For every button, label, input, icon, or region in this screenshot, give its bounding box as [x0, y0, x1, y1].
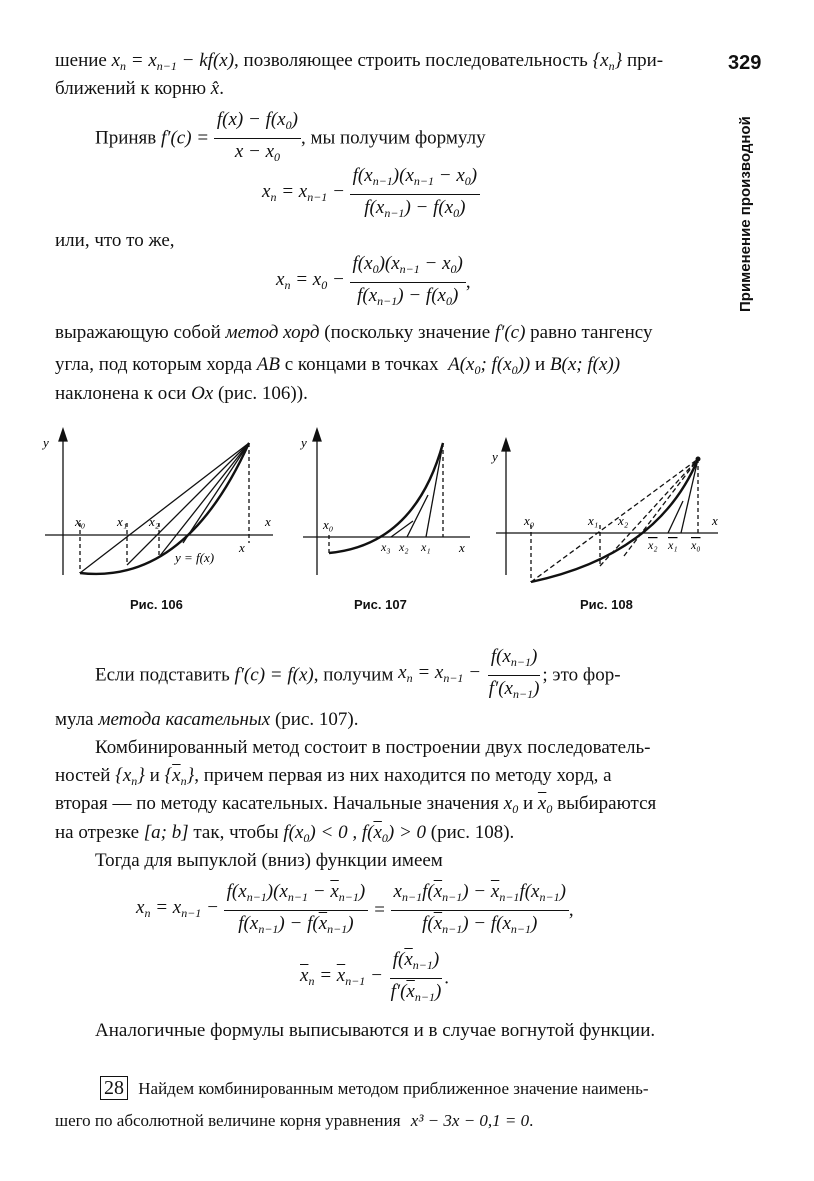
- paragraph-line: угла, под которым хорда AB с концами в точках $A(x_0$; $f(x_0)$) и B(x; f(x)): [55, 354, 621, 377]
- figure-107: [295, 425, 480, 585]
- page-number: 329: [728, 52, 762, 74]
- chord: [531, 459, 698, 582]
- label-xbar0: x₀: [691, 538, 701, 552]
- formula-combined-2: $\overline{x}_n = \overline{x}_{n-1}$ − $\frac{f(\overline{x}_{n-1})}{f'(\overline{x}_{n-1})}$ .: [300, 949, 450, 1004]
- axis-label-x: x: [265, 514, 271, 529]
- y-axis-arrow: [313, 429, 321, 441]
- curve-label: y = f(x): [175, 550, 215, 565]
- axis-label-x-2: x: [239, 540, 245, 555]
- paragraph-line: Тогда для выпуклой (вниз) функции имеем: [95, 850, 443, 871]
- label-x2: x₂: [618, 513, 629, 528]
- paragraph-line: или, что то же,: [55, 230, 175, 251]
- formula-chord-method-2: $x_n = x_0$ − $\frac{f(x_0)(x_{n-1} - x_0)}{f(x_{n-1}) - f(x_0)}$ ,: [276, 253, 471, 308]
- term-tangent-method: метода касательных: [98, 709, 271, 730]
- paragraph-line: выражающую собой метод хорд (поскольку значение f′(c) равно тангенсу: [55, 322, 653, 343]
- tangent: [426, 443, 443, 537]
- paragraph-line: ностей $\{x_n\}$ и $\{\overline{x}_n\}$, причем первая из них находится по методу хорд, а: [55, 765, 612, 788]
- label-xbar1: x₁: [668, 538, 678, 552]
- running-section-title: Применение производной: [737, 116, 754, 312]
- paragraph-line: Если подставить f′(c) = f(x), получим $x_n = x_{n-1}$ − $\frac{f(x_{n-1})}{f'(x_{n-1})}$ ; это фор-: [95, 645, 621, 706]
- problem-equation: x³ − 3x − 0,1 = 0: [410, 1111, 530, 1130]
- paragraph-line: ближений к корню x̂.: [55, 78, 224, 99]
- paragraph-line: мула метода касательных (рис. 107).: [55, 709, 359, 730]
- axis-label-y: y: [492, 449, 498, 464]
- tangent: [391, 521, 413, 537]
- axis-label-x: x: [712, 513, 718, 528]
- label-x2: x₂: [149, 514, 160, 529]
- label-x1: x₁: [588, 513, 599, 528]
- y-axis-arrow: [59, 429, 67, 441]
- caption-fig-108: Рис. 108: [580, 597, 633, 612]
- label-x0: x₀: [524, 513, 535, 528]
- caption-fig-107: Рис. 107: [354, 597, 407, 612]
- paragraph-line: Комбинированный метод состоит в построении двух последователь-: [95, 737, 651, 758]
- caption-fig-106: Рис. 106: [130, 597, 183, 612]
- chord: [127, 443, 249, 565]
- term-chord-method: метод хорд: [225, 322, 320, 343]
- axis-label-x: x: [459, 540, 465, 555]
- axis-label-y: y: [43, 435, 49, 450]
- formula-chord-method-1: $x_n = x_{n-1}$ − $\frac{f(x_{n-1})(x_{n-1} - x_0)}{f(x_{n-1}) - f(x_0)}$: [262, 164, 480, 225]
- formula-iteration: $x_n = x_{n-1} - kf(x)$: [111, 50, 235, 73]
- problem-number: 28: [100, 1076, 128, 1100]
- formula-newton: $\frac{f(x_{n-1})}{f'(x_{n-1})}$: [488, 646, 540, 701]
- label-x3: x₃: [381, 540, 391, 554]
- paragraph-line: шение $x_n = x_{n-1} - kf(x)$, позволяющее строить последовательность $\{x_n\}$ при-: [55, 50, 664, 73]
- label-x2: x₂: [399, 540, 409, 554]
- problem-line: шего по абсолютной величине корня уравнения x³ − 3x − 0,1 = 0.: [55, 1111, 534, 1130]
- chord: [159, 443, 249, 557]
- chord: [183, 443, 249, 543]
- paragraph-line: Аналогичные формулы выписываются и в случае вогнутой функции.: [95, 1020, 656, 1041]
- y-axis-arrow: [502, 439, 510, 451]
- problem-line: 28 Найдем комбинированным методом приближенное значение наимень-: [100, 1076, 649, 1102]
- axis-label-y: y: [301, 435, 307, 450]
- label-xbar2: x₂: [648, 538, 658, 552]
- paragraph-line: на отрезке [a; b] так, чтобы $f(x_0) < 0$ , $f(\overline{x}_0) > 0$ (рис. 108).: [55, 822, 515, 845]
- formula-combined-1: $x_n = x_{n-1}$ − $\frac{f(x_{n-1})(x_{n-1} - \overline{x}_{n-1})}{f(x_{n-1}) - f(\overline{x}_{n-1})}$ = $\frac{x_{n-1}f(\overline{x}_{n-1}) - \overline{x}_{n-1}f(x_{n-1})}{f(\overline{x}_{n-1}) - f(x_{n-1})}$ ,: [136, 881, 574, 936]
- paragraph-line: Приняв f′(c) = $\frac{f(x) - f(x_0)}{x - x_0}$ , мы получим формулу: [95, 108, 486, 169]
- label-x1: x₁: [117, 514, 128, 529]
- figure-106: [35, 425, 285, 585]
- point-B: [696, 457, 701, 462]
- paragraph-line: вторая — по методу касательных. Начальные значения $x_0$ и $\overline{x}_0$ выбираются: [55, 793, 657, 816]
- label-x1: x₁: [421, 540, 431, 554]
- label-x0: x₀: [75, 514, 86, 529]
- figure-108: [488, 425, 728, 590]
- formula-derivative-chord: $\frac{f(x) - f(x_0)}{x - x_0}$: [214, 108, 301, 169]
- label-x0: x₀: [323, 517, 334, 532]
- paragraph-line: наклонена к оси Ox (рис. 106)).: [55, 383, 308, 404]
